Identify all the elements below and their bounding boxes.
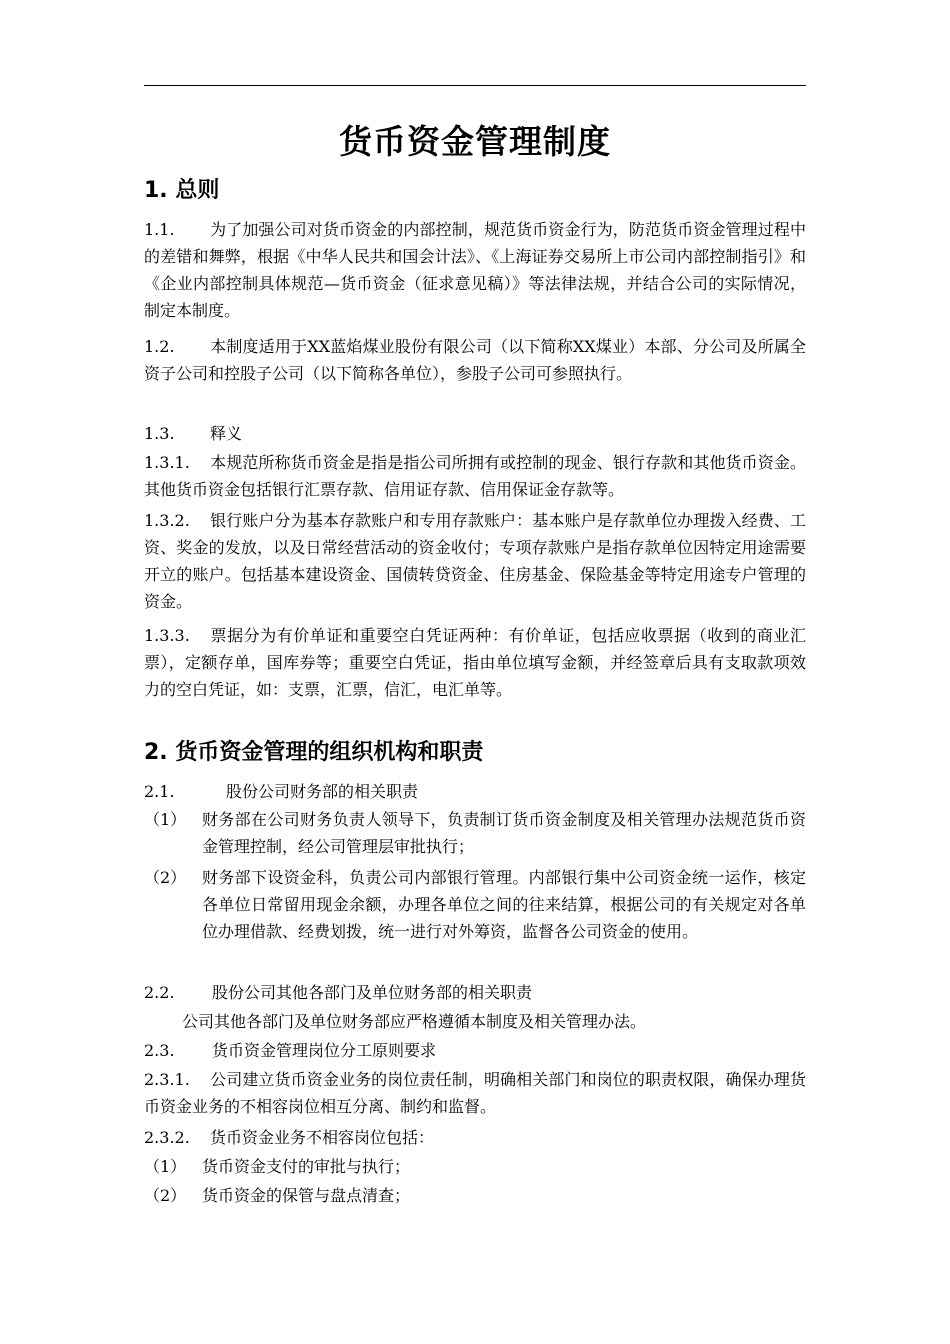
clause-2-2	[144, 979, 806, 1006]
list-item-text: 货币资金支付的审批与执行；	[202, 1157, 411, 1176]
list-item-text: 货币资金的保管与盘点清查；	[202, 1186, 411, 1205]
clause-2-3	[144, 1037, 806, 1064]
clause-text: 本制度适用于XX蓝焰煤业股份有限公司（以下简称XX煤业）本部、分公司及所属全资子公司和控股子公司（以下简称各单位），参股子公司可参照执行。	[144, 337, 806, 383]
clause-text: 货币资金业务不相容岗位包括：	[210, 1128, 435, 1147]
list-item-text: 财务部下设资金科，负责公司内部银行管理。内部银行集中公司资金统一运作，核定各单位日常留用现金余额，办理各单位之间的往来结算，根据公司的有关规定对各单位办理借款、经费划拨，统一进行对外筹资，监督各公司资金的使用。	[202, 868, 806, 941]
list-item	[144, 864, 806, 945]
clause-1-3-2	[144, 507, 806, 615]
clause-1-1	[144, 216, 806, 324]
clause-number: 2.3.2.	[144, 1128, 190, 1147]
list-marker: （1）	[144, 1157, 187, 1176]
clause-number: 1.3.	[144, 424, 175, 443]
clause-number: 1.2.	[144, 337, 175, 356]
clause-2-3-2	[144, 1124, 806, 1151]
clause-1-2	[144, 333, 806, 387]
list-marker: （2）	[144, 1186, 187, 1205]
section-heading-general: 1. 总则	[144, 178, 220, 203]
clause-number: 1.3.2.	[144, 511, 190, 530]
section-heading-organization: 2. 货币资金管理的组织机构和职责	[144, 740, 484, 765]
clause-1-3-1	[144, 449, 806, 503]
clause-1-3-3	[144, 622, 806, 703]
clause-number: 1.1.	[144, 220, 175, 239]
clause-number: 1.3.1.	[144, 453, 190, 472]
clause-text: 公司建立货币资金业务的岗位责任制，明确相关部门和岗位的职责权限，确保办理货币资金业务的不相容岗位相互分离、制约和监督。	[144, 1070, 806, 1116]
clause-2-1	[144, 778, 806, 805]
clause-text: 货币资金管理岗位分工原则要求	[212, 1041, 437, 1060]
clause-text: 股份公司财务部的相关职责	[226, 782, 419, 801]
list-item	[144, 806, 806, 860]
clause-number: 2.3.1.	[144, 1070, 190, 1089]
clause-number: 2.2.	[144, 983, 175, 1002]
clause-number: 2.3.	[144, 1041, 175, 1060]
clause-text: 本规范所称货币资金是指是指公司所拥有或控制的现金、银行存款和其他货币资金。其他货币资金包括银行汇票存款、信用证存款、信用保证金存款等。	[144, 453, 806, 499]
clause-number: 2.1.	[144, 782, 175, 801]
clause-1-3	[144, 420, 806, 447]
list-item-text: 财务部在公司财务负责人领导下，负责制订货币资金制度及相关管理办法规范货币资金管理控制，经公司管理层审批执行；	[202, 810, 806, 856]
clause-text: 释义	[210, 424, 243, 443]
document-title: 货币资金管理制度	[339, 122, 611, 161]
list-marker: （2）	[144, 868, 187, 887]
header-rule	[144, 85, 806, 86]
clause-2-2-body: 公司其他各部门及单位财务部应严格遵循本制度及相关管理办法。	[182, 1012, 647, 1031]
list-item	[144, 1153, 806, 1180]
list-item	[144, 1182, 806, 1209]
clause-text: 股份公司其他各部门及单位财务部的相关职责	[212, 983, 533, 1002]
clause-2-3-1	[144, 1066, 806, 1120]
clause-number: 1.3.3.	[144, 626, 190, 645]
clause-text: 票据分为有价单证和重要空白凭证两种：有价单证，包括应收票据（收到的商业汇票），定额存单，国库券等；重要空白凭证，指由单位填写金额，并经签章后具有支取款项效力的空白凭证，如：支票，汇票，信汇，电汇单等。	[144, 626, 806, 699]
clause-text: 银行账户分为基本存款账户和专用存款账户：基本账户是存款单位办理拨入经费、工资、奖金的发放，以及日常经营活动的资金收付；专项存款账户是指存款单位因特定用途需要开立的账户。包括基本建设资金、国债转贷资金、住房基金、保险基金等特定用途专户管理的资金。	[144, 511, 806, 611]
list-marker: （1）	[144, 810, 187, 829]
clause-text: 为了加强公司对货币资金的内部控制，规范货币资金行为，防范货币资金管理过程中的差错和舞弊，根据《中华人民共和国会计法》、《上海证券交易所上市公司内部控制指引》和《企业内部控制具体规范—货币资金（征求意见稿）》等法律法规，并结合公司的实际情况，制定本制度。	[144, 220, 806, 320]
